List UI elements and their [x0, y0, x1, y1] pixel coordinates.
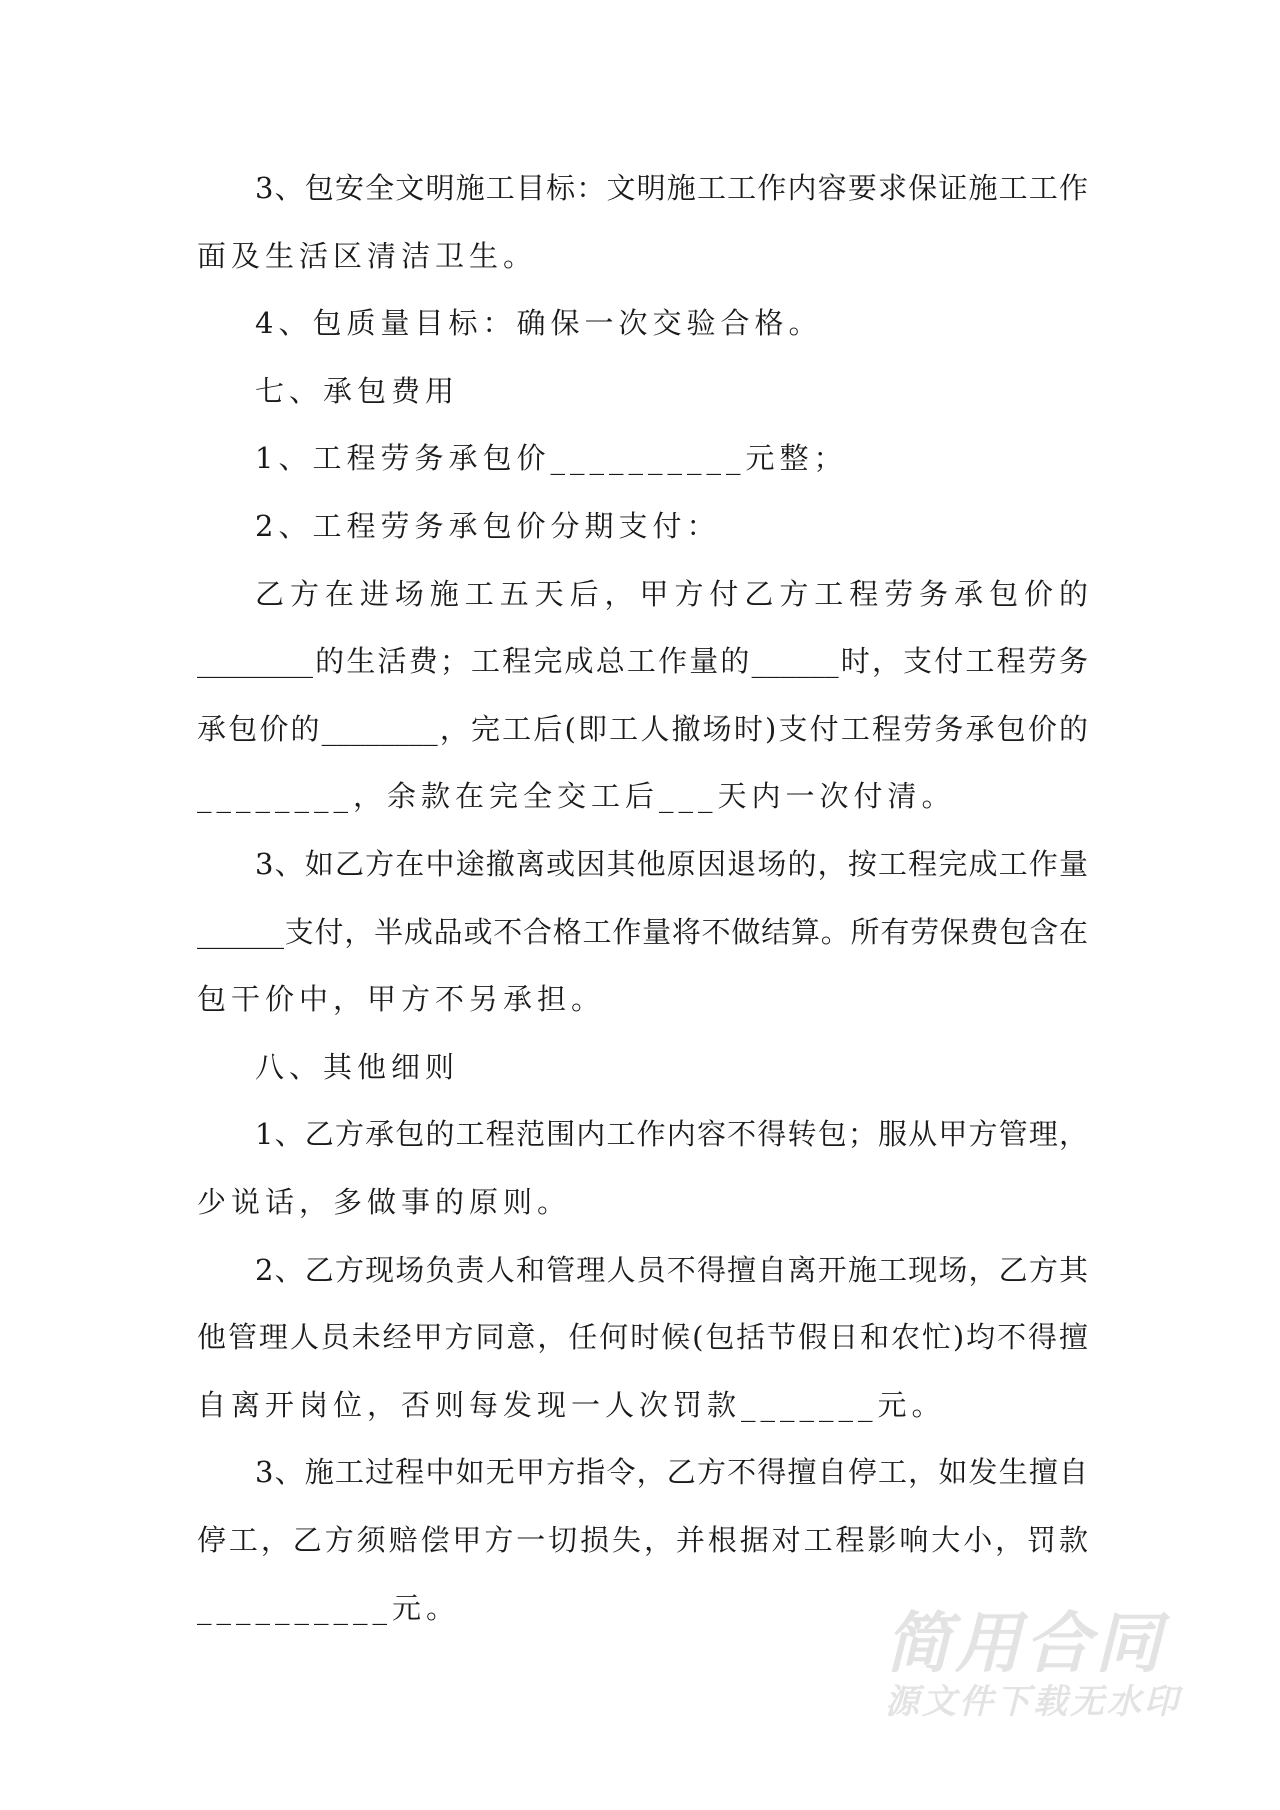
document-text-line: 1、工程劳务承包价__________元整；: [255, 441, 848, 476]
watermark-tagline: 源文件下载无水印: [885, 1682, 1181, 1722]
document-text-line: __________元。: [197, 1590, 461, 1625]
document-text-line: 八、其他细则: [255, 1049, 460, 1084]
document-text-line: 承包价的________，完工后(即工人撤场时)支付工程劳务承包价的: [197, 711, 1088, 746]
document-text-line: 4、包质量目标：确保一次交验合格。: [255, 306, 823, 341]
document-text-line: 乙方在进场施工五天后，甲方付乙方工程劳务承包价的: [255, 576, 1088, 611]
watermark-brand: 简用合同: [885, 1605, 1165, 1682]
document-text-line: 3、施工过程中如无甲方指令，乙方不得擅自停工，如发生擅自: [255, 1455, 1088, 1490]
document-text-line: 2、乙方现场负责人和管理人员不得擅自离开施工现场，乙方其: [255, 1252, 1088, 1287]
document-text-line: ________的生活费；工程完成总工作量的______时，支付工程劳务: [197, 644, 1088, 679]
document-text-line: 2、工程劳务承包价分期支付：: [255, 509, 721, 543]
document-text-line: ________，余款在完全交工后___天内一次付清。: [197, 779, 956, 814]
document-text-line: 1、乙方承包的工程范围内工作内容不得转包；服从甲方管理，: [255, 1117, 1088, 1152]
document-text-line: 包干价中，甲方不另承担。: [197, 982, 606, 1017]
document-text-line: 停工，乙方须赔偿甲方一切损失，并根据对工程影响大小，罚款: [197, 1523, 1088, 1557]
document-text-line: 少说话，多做事的原则。: [197, 1185, 572, 1219]
document-text-line: 面及生活区清洁卫生。: [197, 238, 538, 273]
document-text-line: 他管理人员未经甲方同意，任何时候(包括节假日和农忙)均不得擅: [197, 1320, 1088, 1355]
document-text-line: 3、如乙方在中途撤离或因其他原因退场的，按工程完成工作量: [255, 847, 1088, 881]
document-text-line: 自离开岗位，否则每发现一人次罚款_______元。: [197, 1387, 946, 1422]
document-text-line: 3、包安全文明施工目标：文明施工工作内容要求保证施工工作: [255, 171, 1088, 205]
document-text-line: 七、承包费用: [255, 373, 460, 408]
document-text-line: ______支付，半成品或不合格工作量将不做结算。所有劳保费包含在: [197, 914, 1088, 949]
